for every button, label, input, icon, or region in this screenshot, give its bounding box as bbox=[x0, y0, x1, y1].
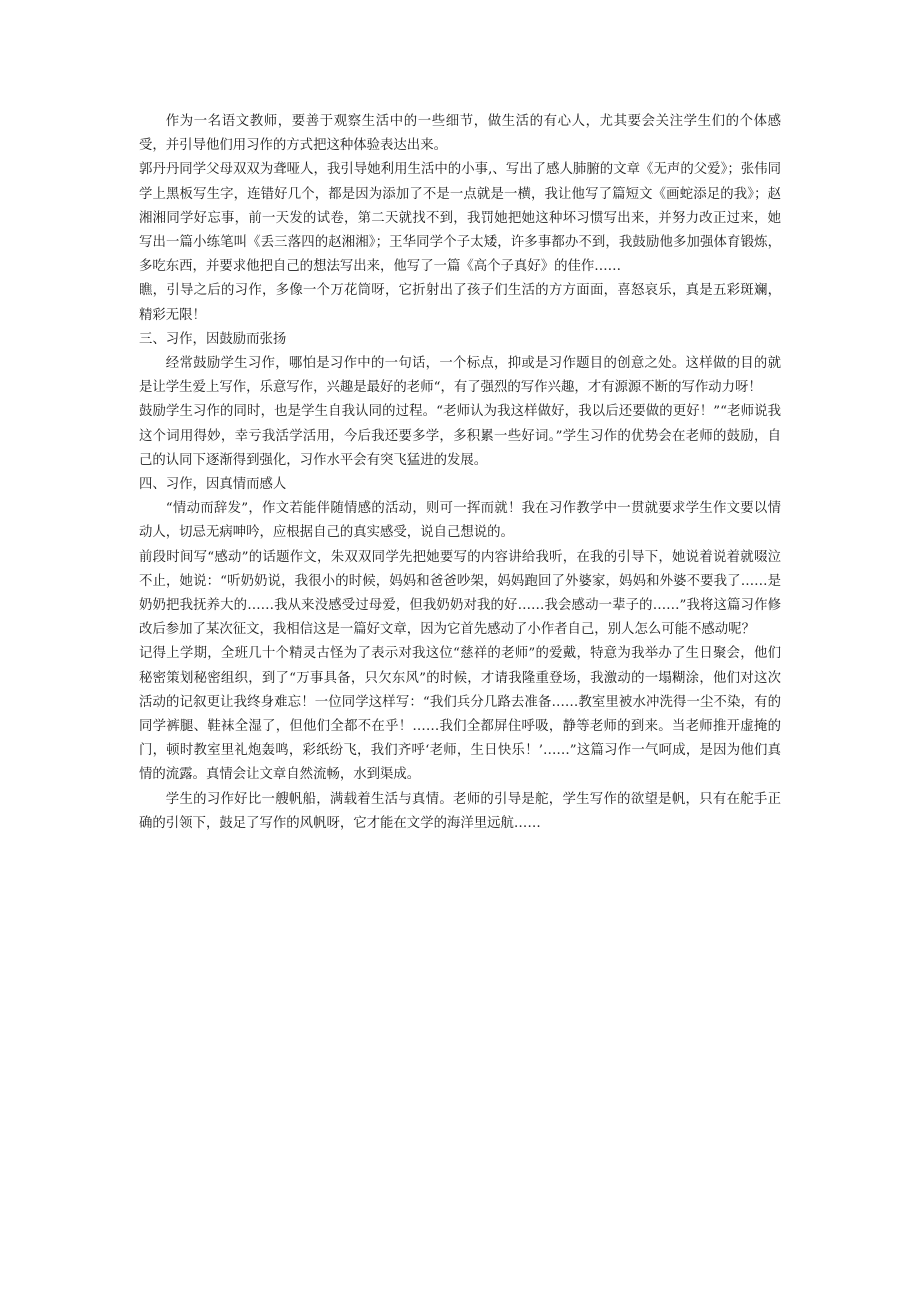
paragraph-emotion: “情动而辞发”，作文若能伴随情感的活动，则可一挥而就！我在习作教学中一贯就要求学生作文要以情动人，切忌无病呻吟，应根据自己的真实感受，说自己想说的。 bbox=[139, 501, 781, 541]
paragraph-intro: 作为一名语文教师，要善于观察生活中的一些细节，做生活的有心人，尤其要会关注学生们的个体感受，并引导他们用习作的方式把这种体验表达出来。 bbox=[139, 114, 781, 154]
section-heading-3: 三、习作，因鼓励而张扬 bbox=[139, 331, 287, 347]
section-heading-4: 四、习作，因真情而感人 bbox=[139, 477, 287, 493]
paragraph-touching-story: 前段时间写“感动”的话题作文，朱双双同学先把她要写的内容讲给我听，在我的引导下，她说着说着就啜泣不止，她说：“听奶奶说，我很小的时候，妈妈和爸爸吵架，妈妈跑回了外婆家，妈妈和外婆不要我了……是奶奶把我抚养大的……我从来没感受过母爱，但我奶奶对我的好……我会感动一辈子的……”我将这篇习作修改后参加了某次征文，我相信这是一篇好文章，因为它首先感动了小作者自己，别人怎么可能不感动呢？ bbox=[139, 549, 781, 638]
paragraph-encourage: 经常鼓励学生习作，哪怕是习作中的一句话，一个标点，抑或是习作题目的创意之处。这样做的目的就是让学生爱上写作，乐意写作，兴趣是最好的老师“，有了强烈的写作兴趣，才有源源不断的写作动力呀！ bbox=[139, 356, 781, 396]
paragraph-birthday: 记得上学期，全班几十个精灵古怪为了表示对我这位“慈祥的老师”的爱戴，特意为我举办了生日聚会，他们秘密策划秘密组织，到了“万事具备，只欠东风”的时候，才请我隆重登场，我激动的一塌糊涂，他们对这次活动的记叙更让我终身难忘！一位同学这样写：“我们兵分几路去准备……教室里被水冲洗得一尘不染，有的同学裤腿、鞋袜全湿了，但他们全都不在乎！……我们全都屏住呼吸，静等老师的到来。当老师推开虚掩的门，顿时教室里礼炮轰鸣，彩纸纷飞，我们齐呼‘老师，生日快乐！’……”这篇习作一气呵成，是因为他们真情的流露。真情会让文章自然流畅，水到渠成。 bbox=[139, 646, 781, 783]
paragraph-conclusion: 学生的习作好比一艘帆船，满载着生活与真情。老师的引导是舵，学生写作的欲望是帆，只有在舵手正确的引领下，鼓足了写作的风帆呀，它才能在文学的海洋里远航…… bbox=[139, 791, 781, 831]
paragraph-self-identity: 鼓励学生习作的同时，也是学生自我认同的过程。“老师认为我这样做好，我以后还要做的更好！”“老师说我这个词用得妙，幸亏我活学活用，今后我还要多学，多积累一些好词。”学生习作的优势会在老师的鼓励，自己的认同下逐渐得到强化，习作水平会有突飞猛进的发展。 bbox=[139, 404, 781, 468]
paragraph-kaleidoscope: 瞧，引导之后的习作，多像一个万花筒呀，它折射出了孩子们生活的方方面面，喜怒哀乐，真是五彩斑斓，精彩无限！ bbox=[139, 283, 781, 323]
paragraph-examples: 郭丹丹同学父母双双为聋哑人，我引导她利用生活中的小事,、写出了感人肺腑的文章《无声的父爱》；张伟同学上黑板写生字，连错好几个，都是因为添加了不是一点就是一横，我让他写了篇短文《画蛇添足的我》；赵湘湘同学好忘事，前一天发的试卷，第二天就找不到，我罚她把她这种坏习惯写出来，并努力改正过来，她写出一篇小练笔叫《丢三落四的赵湘湘》；王华同学个子太矮，许多事都办不到，我鼓励他多加强体育锻炼，多吃东西，并要求他把自己的想法写出来，他写了一篇《高个子真好》的佳作…… bbox=[139, 162, 781, 275]
document-body bbox=[139, 110, 781, 836]
